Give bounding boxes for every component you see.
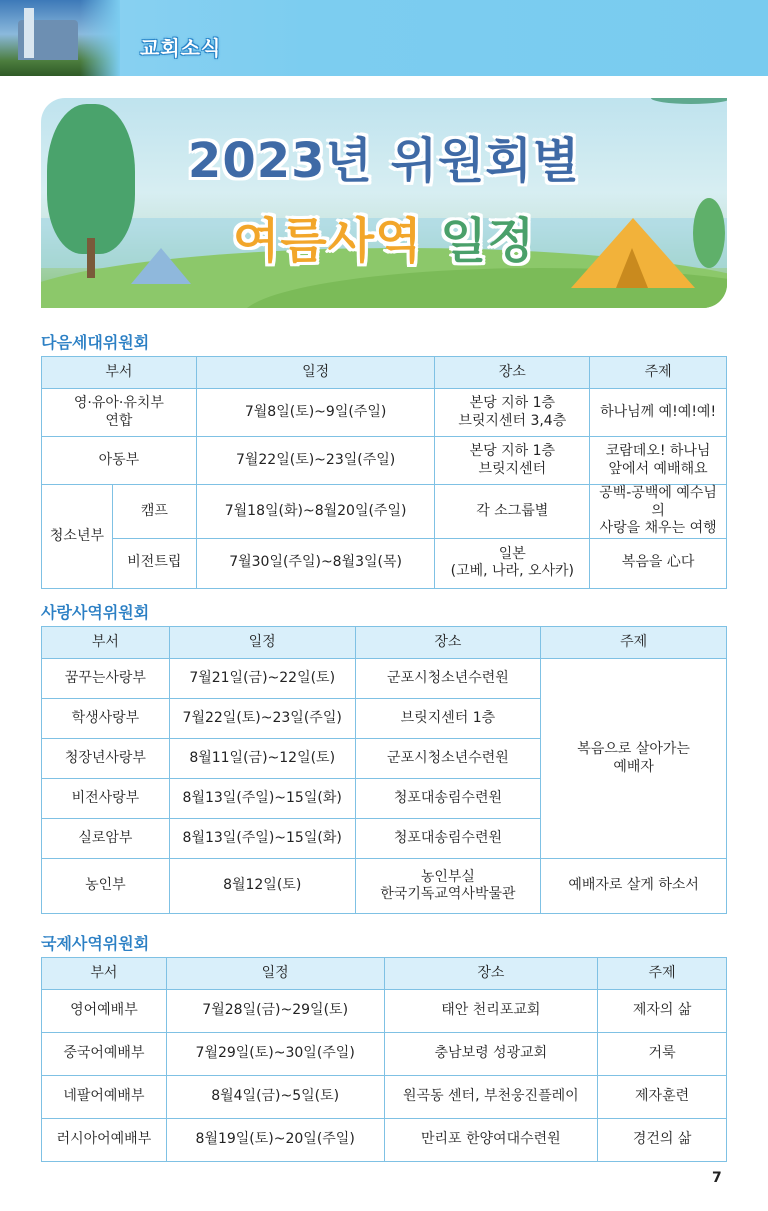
table-row [42, 437, 727, 485]
date-cell: 8월11일(금)~12일(토) [169, 739, 355, 779]
date-cell: 8월19일(토)~20일(주일) [166, 1119, 384, 1162]
date-cell: 8월13일(주일)~15일(화) [169, 819, 355, 859]
place-cell: 청포대송림수련원 [355, 819, 541, 859]
page-number: 7 [712, 1170, 722, 1186]
date-cell: 7월29일(토)~30일(주일) [166, 1033, 384, 1076]
dept-cell: 영·유아·유치부 연합 [42, 389, 197, 437]
place-cell: 만리포 한양여대수련원 [384, 1119, 598, 1162]
next-gen-table [41, 356, 727, 589]
place-cell: 청포대송림수련원 [355, 779, 541, 819]
column-header: 부서 [42, 627, 170, 659]
date-cell: 7월22일(토)~23일(주일) [169, 699, 355, 739]
place-cell: 본당 지하 1층 브릿지센터 3,4층 [435, 389, 590, 437]
table-row [42, 1119, 727, 1162]
section-title-intl: 국제사역위원회 [41, 934, 150, 953]
column-header: 주제 [598, 958, 727, 990]
table-row [42, 1076, 727, 1119]
column-header: 장소 [355, 627, 541, 659]
summer-banner [41, 98, 727, 308]
love-table [41, 626, 727, 914]
shared-theme-cell: 복음으로 살아가는 예배자 [541, 659, 727, 859]
table-row [42, 1033, 727, 1076]
date-cell: 7월22일(토)~23일(주일) [196, 437, 435, 485]
date-cell: 7월18일(화)~8월20일(주일) [196, 485, 435, 539]
dept-cell: 러시아어예배부 [42, 1119, 167, 1162]
dept-cell: 실로암부 [42, 819, 170, 859]
place-cell: 농인부실 한국기독교역사박물관 [355, 859, 541, 914]
column-header: 일정 [169, 627, 355, 659]
table-row [42, 485, 727, 539]
place-cell: 군포시청소년수련원 [355, 659, 541, 699]
dept-cell: 아동부 [42, 437, 197, 485]
column-header: 장소 [435, 357, 590, 389]
date-cell: 8월13일(주일)~15일(화) [169, 779, 355, 819]
dept-cell: 영어예배부 [42, 990, 167, 1033]
place-cell: 본당 지하 1층 브릿지센터 [435, 437, 590, 485]
table-row [42, 859, 727, 914]
table-row [42, 659, 727, 699]
dept-cell: 네팔어예배부 [42, 1076, 167, 1119]
date-cell: 7월8일(토)~9일(주일) [196, 389, 435, 437]
place-cell: 충남보령 성광교회 [384, 1033, 598, 1076]
dept-cell: 중국어예배부 [42, 1033, 167, 1076]
intl-table [41, 957, 727, 1162]
group-cell: 청소년부 [42, 485, 113, 589]
table-row [42, 389, 727, 437]
banner-title-line2: 여름사역 일정 [233, 213, 535, 269]
theme-cell: 예배자로 살게 하소서 [541, 859, 727, 914]
dept-cell: 꿈꾸는사랑부 [42, 659, 170, 699]
place-cell: 브릿지센터 1층 [355, 699, 541, 739]
section-title-next-gen: 다음세대위원회 [41, 333, 150, 352]
banner-title-line1: 2023년 위원회별 [187, 133, 581, 189]
column-header: 일정 [196, 357, 435, 389]
column-header: 주제 [541, 627, 727, 659]
table-row [42, 990, 727, 1033]
theme-cell: 하나님께 예!예!예! [590, 389, 727, 437]
date-cell: 7월30일(주일)~8월3일(목) [196, 538, 435, 588]
column-header: 주제 [590, 357, 727, 389]
table-row [42, 538, 727, 588]
section-title-love: 사랑사역위원회 [41, 603, 150, 622]
place-cell: 군포시청소년수련원 [355, 739, 541, 779]
date-cell: 7월21일(금)~22일(토) [169, 659, 355, 699]
date-cell: 8월4일(금)~5일(토) [166, 1076, 384, 1119]
dept-cell: 농인부 [42, 859, 170, 914]
theme-cell: 복음을 心다 [590, 538, 727, 588]
dept-cell: 캠프 [112, 485, 196, 539]
church-tower-icon [24, 8, 34, 58]
dept-cell: 비전사랑부 [42, 779, 170, 819]
theme-cell: 공백-공백에 예수님의 사랑을 채우는 여행 [590, 485, 727, 539]
dept-cell: 학생사랑부 [42, 699, 170, 739]
theme-cell: 제자의 삶 [598, 990, 727, 1033]
dept-cell: 청장년사랑부 [42, 739, 170, 779]
column-header: 장소 [384, 958, 598, 990]
column-header: 부서 [42, 958, 167, 990]
place-cell: 일본 (고베, 나라, 오사카) [435, 538, 590, 588]
church-photo [0, 0, 120, 76]
place-cell: 원곡동 센터, 부천웅진플레이 [384, 1076, 598, 1119]
theme-cell: 제자훈련 [598, 1076, 727, 1119]
place-cell: 태안 천리포교회 [384, 990, 598, 1033]
theme-cell: 코람데오! 하나님 앞에서 예배해요 [590, 437, 727, 485]
dept-cell: 비전트립 [112, 538, 196, 588]
column-header: 부서 [42, 357, 197, 389]
theme-cell: 경건의 삶 [598, 1119, 727, 1162]
date-cell: 7월28일(금)~29일(토) [166, 990, 384, 1033]
header-title: 교회소식 [140, 36, 222, 60]
place-cell: 각 소그룹별 [435, 485, 590, 539]
theme-cell: 거룩 [598, 1033, 727, 1076]
column-header: 일정 [166, 958, 384, 990]
date-cell: 8월12일(토) [169, 859, 355, 914]
